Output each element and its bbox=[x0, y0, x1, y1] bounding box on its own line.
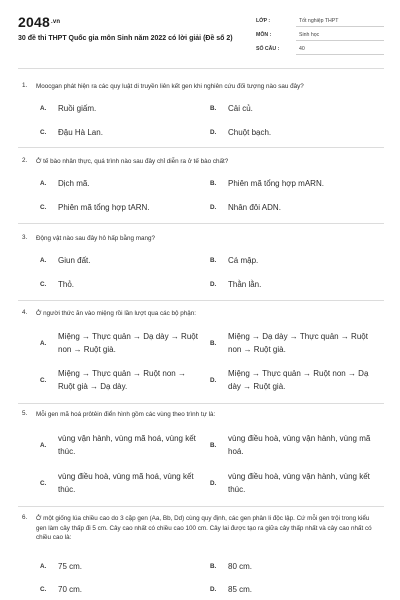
option-2c[interactable] bbox=[40, 203, 200, 214]
option-2a[interactable] bbox=[40, 179, 200, 190]
option-letter: A. bbox=[40, 179, 47, 187]
option-text: vùng điều hoà, vùng vận hành, vùng kết thúc. bbox=[228, 472, 370, 494]
option-text: Chuột bạch. bbox=[228, 128, 272, 137]
option-letter: D. bbox=[210, 479, 217, 487]
option-text: Thỏ. bbox=[58, 280, 75, 289]
meta-value: 40 bbox=[299, 46, 305, 52]
option-letter: C. bbox=[40, 376, 47, 384]
option-letter: D. bbox=[210, 376, 217, 384]
option-text: Đậu Hà Lan. bbox=[58, 128, 103, 137]
document-header bbox=[18, 14, 384, 62]
option-3a[interactable] bbox=[40, 256, 200, 267]
option-6b[interactable] bbox=[210, 562, 370, 573]
meta-value: Tốt nghiệp THPT bbox=[299, 18, 339, 24]
option-text: 80 cm. bbox=[228, 562, 253, 571]
option-text: Cá mập. bbox=[228, 256, 259, 265]
question-divider bbox=[18, 300, 384, 301]
option-3d[interactable] bbox=[210, 280, 370, 291]
option-text: Dịch mã. bbox=[58, 179, 90, 188]
option-letter: D. bbox=[210, 128, 217, 136]
meta-key: SỐ CÂU : bbox=[256, 46, 280, 52]
option-letter: C. bbox=[40, 203, 47, 211]
option-5a[interactable] bbox=[40, 432, 202, 459]
option-letter: C. bbox=[40, 479, 47, 487]
option-letter: B. bbox=[210, 562, 217, 570]
option-letter: C. bbox=[40, 585, 47, 593]
option-letter: C. bbox=[40, 280, 47, 288]
option-text: vùng vận hành, vùng mã hoá, vùng kết thúc. bbox=[58, 434, 196, 456]
option-text: Nhân đôi ADN. bbox=[228, 203, 281, 212]
meta-value: Sinh học bbox=[299, 32, 320, 38]
option-letter: D. bbox=[210, 203, 217, 211]
option-text: Phiên mã tổng hợp mARN. bbox=[228, 179, 324, 188]
question-number: 6. bbox=[22, 514, 28, 521]
option-text: Thằn lằn. bbox=[228, 280, 262, 289]
site-logo[interactable] bbox=[18, 14, 60, 30]
option-4b[interactable] bbox=[210, 330, 375, 357]
meta-underline bbox=[296, 40, 384, 41]
question-number: 3. bbox=[22, 234, 28, 241]
option-4c[interactable] bbox=[40, 367, 202, 394]
option-2d[interactable] bbox=[210, 203, 370, 214]
exam-meta bbox=[256, 14, 384, 56]
question-stem: Ở người thức ăn vào miệng rồi lần lượt qua các bộ phận: bbox=[36, 310, 197, 317]
option-text: Miệng → Thực quản → Ruột non → Dạ dày → Ruột già. bbox=[228, 369, 369, 391]
question-number: 1. bbox=[22, 82, 28, 89]
question-number: 5. bbox=[22, 410, 28, 417]
question-divider bbox=[18, 147, 384, 148]
question-stem: Ở một giống lúa chiều cao do 3 cặp gen (Aa, Bb, Dd) cùng quy định, các gen phân li độc lập. Cứ mỗi gen trội trong kiểu gen làm cây thấp đi 5 cm. Cây cao nhất có chiều cao 100 cm. Cây lai được tạo ra giữa cây thấp nhất và cây cao nhất có chiều cao là: bbox=[36, 515, 372, 541]
option-4d[interactable] bbox=[210, 367, 375, 394]
question-divider bbox=[18, 506, 384, 507]
option-text: Giun đất. bbox=[58, 256, 91, 265]
option-text: Phiên mã tổng hợp tARN. bbox=[58, 203, 150, 212]
option-3c[interactable] bbox=[40, 280, 200, 291]
logo-text: 2048 bbox=[18, 14, 50, 30]
option-text: 70 cm. bbox=[58, 585, 83, 594]
meta-row-count bbox=[256, 42, 384, 56]
option-1a[interactable] bbox=[40, 104, 200, 115]
option-2b[interactable] bbox=[210, 179, 380, 190]
option-text: 85 cm. bbox=[228, 585, 253, 594]
option-5b[interactable] bbox=[210, 432, 375, 459]
option-letter: B. bbox=[210, 256, 217, 264]
option-letter: A. bbox=[40, 104, 47, 112]
option-5d[interactable] bbox=[210, 470, 375, 497]
option-text: vùng điều hoà, vùng vận hành, vùng mã hoá. bbox=[228, 434, 371, 456]
option-6d[interactable] bbox=[210, 585, 370, 596]
option-letter: B. bbox=[210, 441, 217, 449]
meta-underline bbox=[296, 54, 384, 55]
logo-suffix: .vn bbox=[50, 19, 61, 25]
question-stem: Mỗi gen mã hoá prôtêin điển hình gồm các vùng theo trình tự là: bbox=[36, 411, 216, 418]
option-text: Miệng → Thực quản → Dạ dày → Ruột non → Ruột già. bbox=[58, 332, 198, 354]
meta-row-subject bbox=[256, 28, 384, 42]
option-3b[interactable] bbox=[210, 256, 370, 267]
meta-key: MÔN : bbox=[256, 32, 272, 38]
option-letter: A. bbox=[40, 256, 47, 264]
question-divider bbox=[18, 223, 384, 224]
option-letter: D. bbox=[210, 280, 217, 288]
option-letter: C. bbox=[40, 128, 47, 136]
question-number: 4. bbox=[22, 309, 28, 316]
meta-underline bbox=[296, 26, 384, 27]
option-letter: A. bbox=[40, 339, 47, 347]
header-divider bbox=[18, 68, 384, 69]
meta-row-class bbox=[256, 14, 384, 28]
option-text: Miệng → Thực quản → Ruột non → Ruột già → Dạ dày. bbox=[58, 369, 186, 391]
option-1d[interactable] bbox=[210, 128, 370, 139]
option-letter: B. bbox=[210, 179, 217, 187]
option-1b[interactable] bbox=[210, 104, 370, 115]
option-text: Ruồi giấm. bbox=[58, 104, 97, 113]
exam-title: 30 đề thi THPT Quốc gia môn Sinh năm 2022 có lời giải (Đề số 2) bbox=[18, 35, 233, 42]
option-6c[interactable] bbox=[40, 585, 200, 596]
question-stem: Động vật nào sau đây hô hấp bằng mang? bbox=[36, 235, 156, 242]
option-letter: A. bbox=[40, 562, 47, 570]
option-text: vùng điều hoà, vùng mã hoá, vùng kết thúc. bbox=[58, 472, 194, 494]
option-1c[interactable] bbox=[40, 128, 200, 139]
option-text: Miệng → Dạ dày → Thực quản → Ruột non → Ruột già. bbox=[228, 332, 368, 354]
option-5c[interactable] bbox=[40, 470, 202, 497]
option-letter: A. bbox=[40, 441, 47, 449]
option-letter: D. bbox=[210, 585, 217, 593]
question-number: 2. bbox=[22, 157, 28, 164]
option-text: Cải củ. bbox=[228, 104, 253, 113]
option-6a[interactable] bbox=[40, 562, 200, 573]
option-letter: B. bbox=[210, 339, 217, 347]
question-stem: Ở tế bào nhân thực, quá trình nào sau đây chỉ diễn ra ở tế bào chất? bbox=[36, 158, 229, 165]
option-4a[interactable] bbox=[40, 330, 202, 357]
option-letter: B. bbox=[210, 104, 217, 112]
question-divider bbox=[18, 403, 384, 404]
question-stem: Moocgan phát hiện ra các quy luật di truyền liên kết gen khi nghiên cứu đối tượng nào sau đây? bbox=[36, 83, 304, 90]
option-text: 75 cm. bbox=[58, 562, 83, 571]
meta-key: LỚP : bbox=[256, 18, 271, 24]
